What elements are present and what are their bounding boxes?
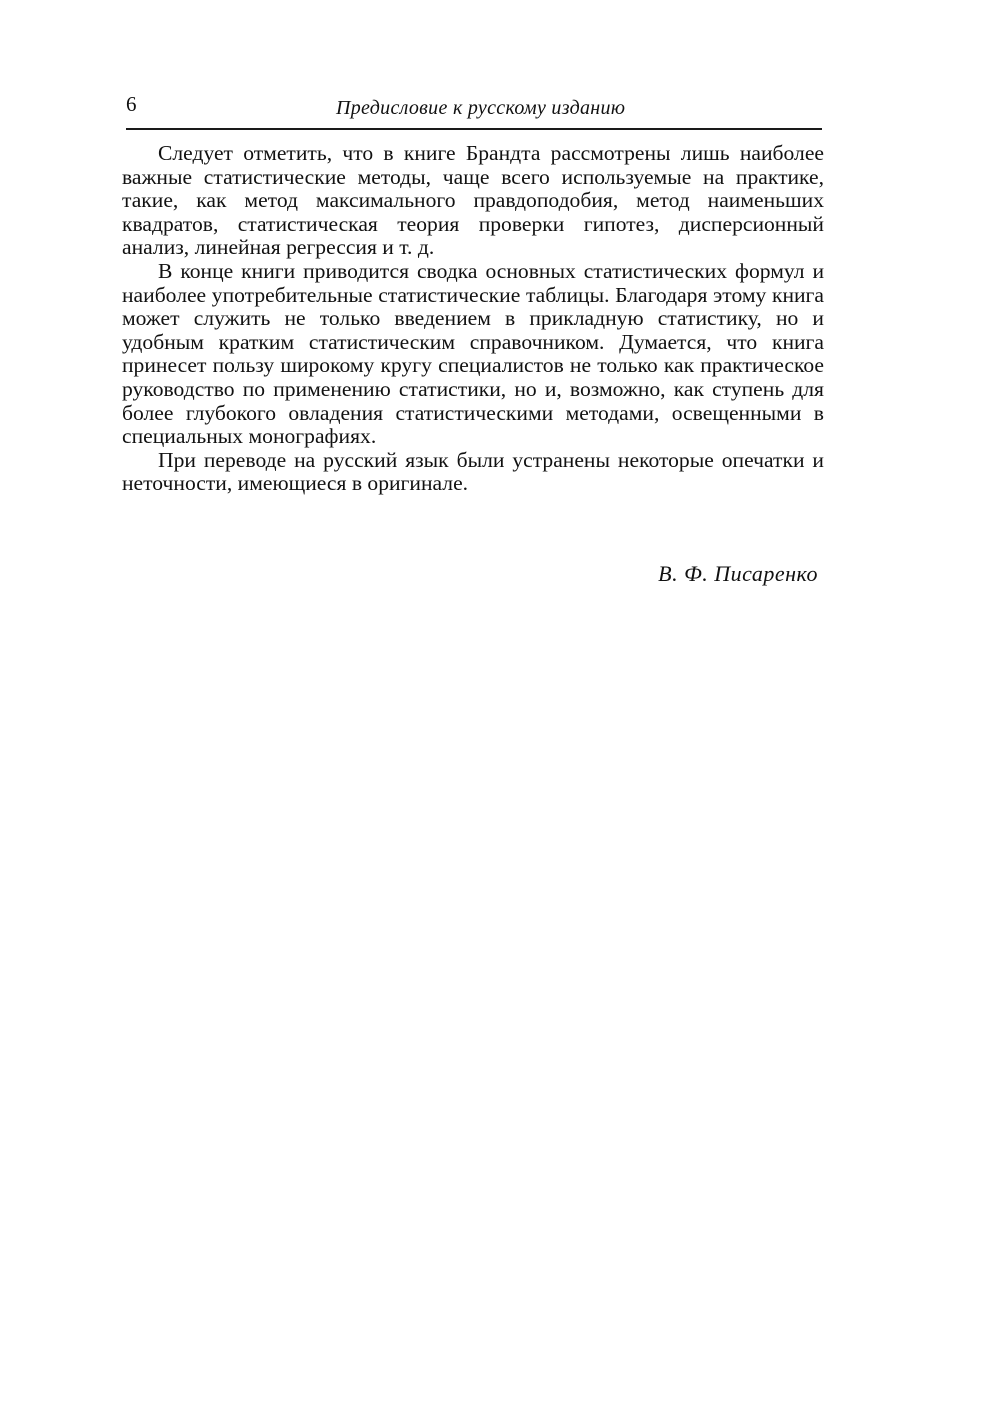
paragraph-2: В конце книги приводится сводка основных статистических формул и наиболее употребительные статистические таблицы. Благодаря этому книга может служить не только введением в прикладную статистику, но и удобным кратким статистическим справочником. Думается, что книга принесет пользу широкому кругу специалистов не только как практическое руководство по применению статистики, но и, возможно, как ступень для более глубокого овладения статистическими методами, освещенными в специальных монографиях. (122, 258, 824, 449)
page-number: 6 (126, 92, 137, 116)
running-title: Предисловие к русскому изданию (336, 97, 626, 119)
author-signature: В. Ф. Писаренко (658, 561, 818, 586)
paragraph-1: Следует отметить, что в книге Брандта рассмотрены лишь наиболее важные статистические методы, чаще всего используемые на практике, такие, как метод максимального правдоподобия, метод наименьших квадратов, статистическая теория проверки гипотез, дисперсионный анализ, линейная регрессия и т. д. (122, 141, 824, 260)
main-text (122, 142, 824, 496)
paragraph-3: При переводе на русский язык были устранены некоторые опечатки и неточности, имеющиеся в оригинале. (122, 447, 824, 496)
page-header (126, 90, 822, 130)
